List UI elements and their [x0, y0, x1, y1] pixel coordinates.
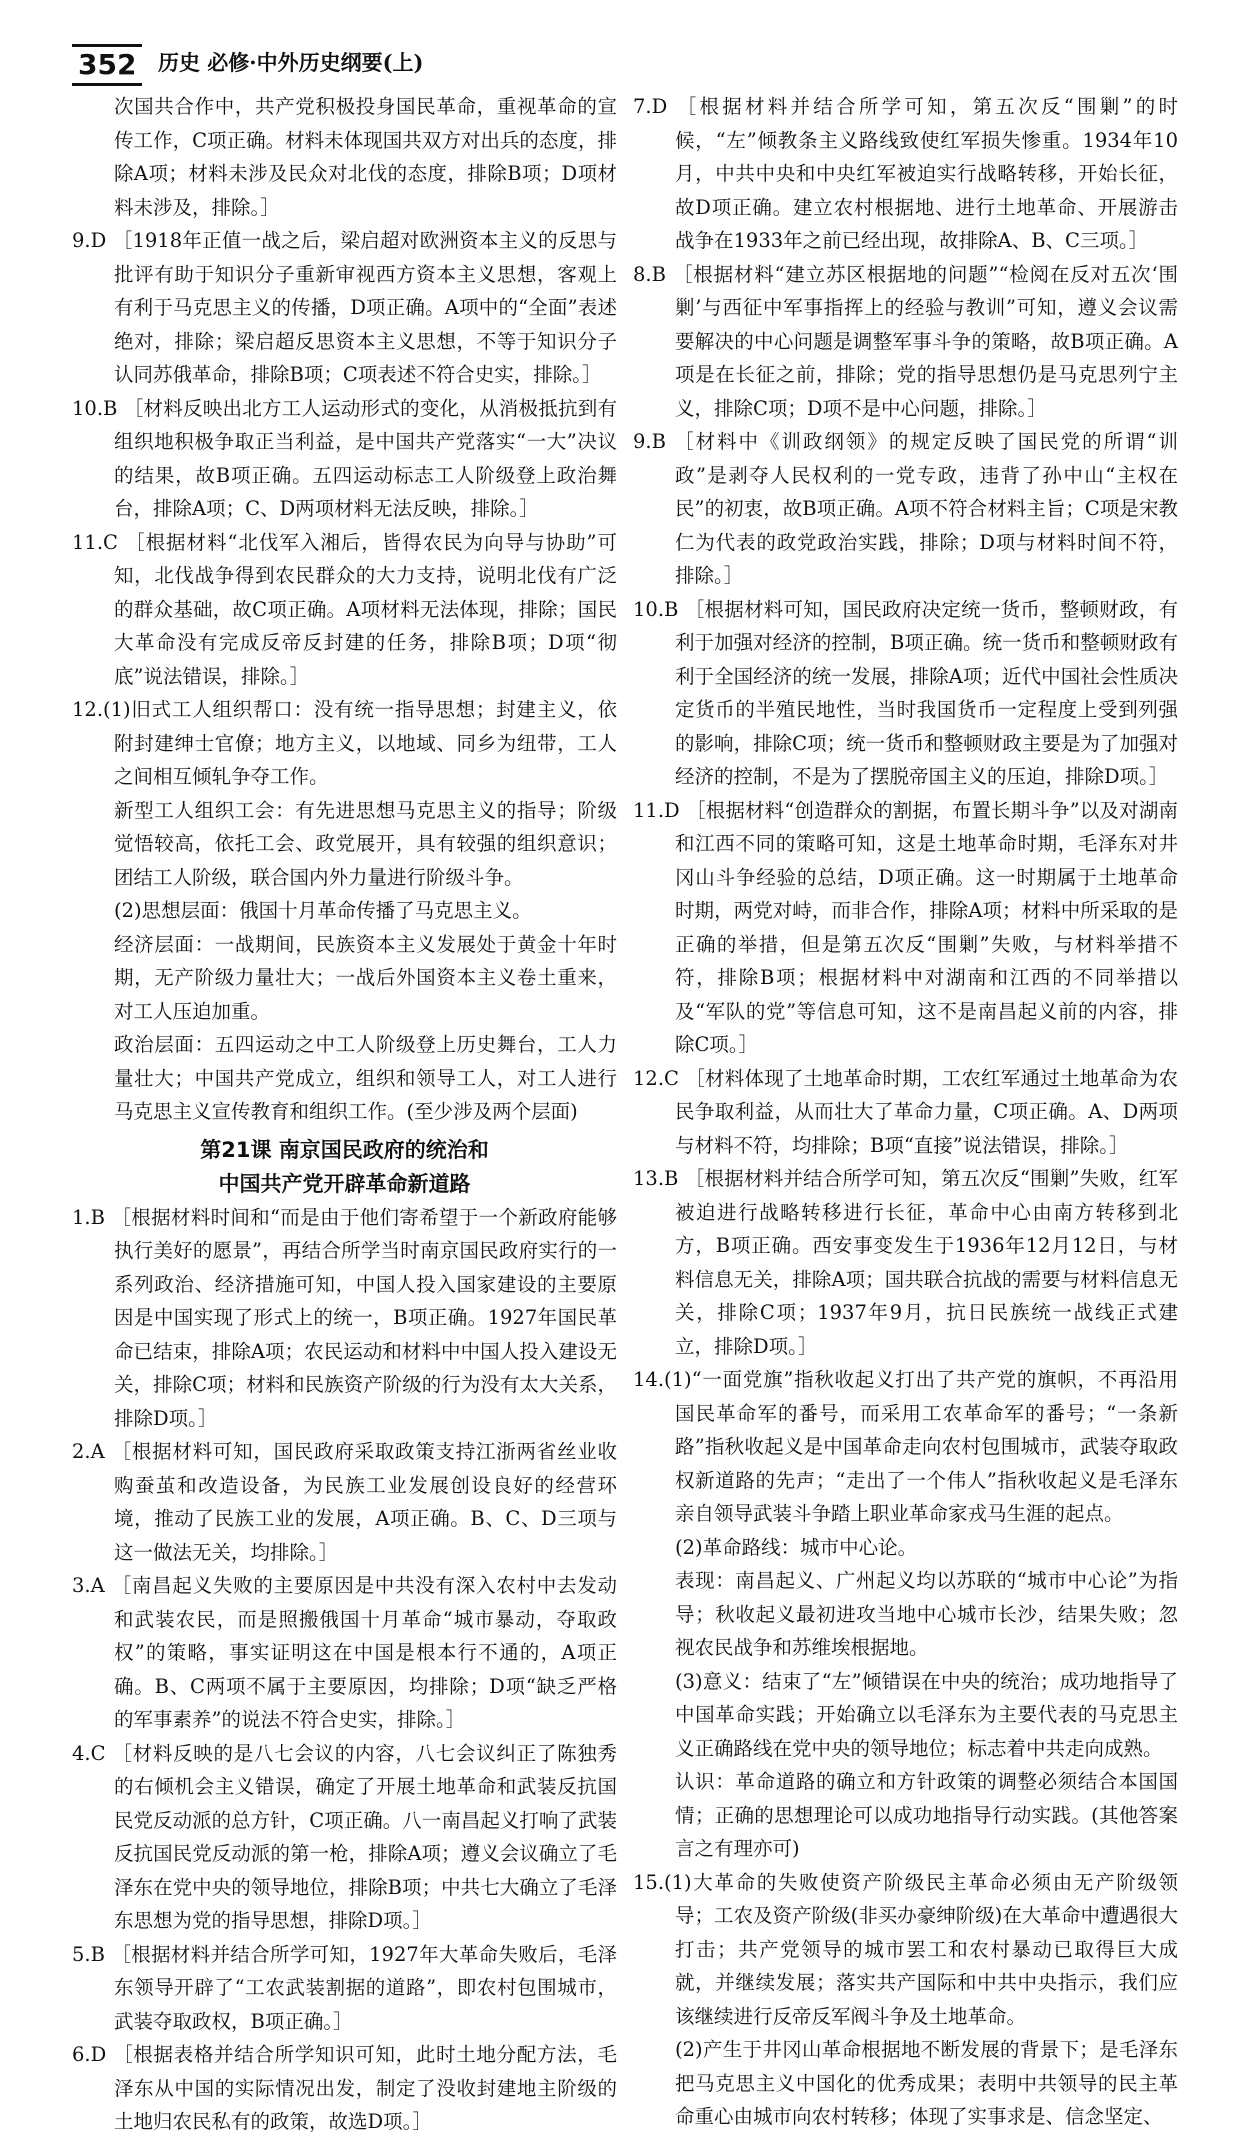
- answer-continuation: 次国共合作中，共产党积极投身国民革命，重视革命的宣传工作，C项正确。材料未体现国共双方对出兵的态度，排除A项；材料未涉及民众对北伐的态度，排除B项；D项材料未涉及，排除。］: [114, 95, 617, 219]
- answer-l3: 3.A ［南昌起义失败的主要原因是中共没有深入农村中去发动和武装农民，而是照搬俄国十月革命“城市暴动，夺取政权”的策略，事实证明这在中国是根本行不通的，A项正确。B、C两项不属于主要原因，均排除；D项“缺乏严格的军事素养”的说法不符合史实，排除。］: [72, 1574, 617, 1731]
- answer-l1: 1.B ［根据材料时间和“而是由于他们寄希望于一个新政府能够执行美好的愿景”，再结合所学当时南京国民政府实行的一系列政治、经济措施可知，中国人投入国家建设的主要原因是中国实现了形式上的统一，B项正确。1927年国民革命已结束，排除A项；农民运动和材料中中国人投入建设无关，排除C项；材料和民族资产阶级的行为没有太大关系，排除D项。］: [72, 1205, 617, 1430]
- answer-l5: 5.B ［根据材料并结合所学可知，1927年大革命失败后，毛泽东领导开辟了“工农武装割据的道路”，即农村包围城市，武装夺取政权，B项正确。］: [72, 1942, 617, 2033]
- answer-l2: 2.A ［根据材料可知，国民政府采取政策支持江浙两省丝业收购蚕茧和改造设备，为民族工业发展创设良好的经营环境，推动了民族工业的发展，A项正确。B、C、D三项与这一做法无关，均排除。］: [72, 1440, 617, 1564]
- answer-l6: 6.D ［根据表格并结合所学知识可知，此时土地分配方法，毛泽东从中国的实际情况出发，制定了没收封建地主阶级的土地归农民私有的政策，故选D项。］: [72, 2043, 617, 2133]
- right-column: [633, 90, 1178, 2134]
- answer-12-part1: 12.(1)旧式工人组织帮口：没有统一指导思想；封建主义，依附封建绅士官僚；地方主义，以地域、同乡为纽带，工人之间相互倾轧争夺工作。: [72, 698, 617, 788]
- answer-14-route: (2)革命路线：城市中心论。: [675, 1535, 918, 1559]
- lesson-heading-line1: 第21课 南京国民政府的统治和: [200, 1137, 489, 1162]
- answer-13: 13.B ［根据材料并结合所学可知，第五次反“围剿”失败，红军被迫进行战略转移进行长征，革命中心由南方转移到北方，B项正确。西安事变发生于1936年12月12日，与材料信息无关，排除A项；国共联合抗战的需要与材料信息无关，排除C项；1937年9月，抗日民族统一战线正式建立，排除D项。］: [633, 1167, 1178, 1358]
- answer-12-economy: 经济层面：一战期间，民族资本主义发展处于黄金十年时期，无产阶级力量壮大；一战后外国资本主义卷土重来，对工人压迫加重。: [114, 932, 617, 1023]
- answer-15-part2: (2)产生于井冈山革命根据地不断发展的背景下；是毛泽东把马克思主义中国化的优秀成果；表明中共领导的民主革命重心由城市向农村转移；体现了实事求是、信念坚定、: [675, 2038, 1178, 2128]
- answer-15-part1: 15.(1)大革命的失败使资产阶级民主革命必须由无产阶级领导；工农及资产阶级(非买办豪绅阶级)在大革命中遭遇很大打击；共产党领导的城市罢工和农村暴动已取得巨大成就，并继续发展；落实共产国际和中共中央指示，我们应该继续进行反帝反军阀斗争及土地革命。: [633, 1870, 1178, 2028]
- book-title: 历史 必修·中外历史纲要(上): [158, 50, 424, 75]
- answer-9: 9.D ［1918年正值一战之后，梁启超对欧洲资本主义的反思与批评有助于知识分子重新审视西方资本主义思想，客观上有利于马克思主义的传播，D项正确。A项中的“全面”表述绝对，排除；梁启超反思资本主义思想，不等于知识分子认同苏俄革命，排除B项；C项表述不符合史实，排除。］: [72, 229, 617, 386]
- answer-14-understanding: 认识：革命道路的确立和方针政策的调整必须结合本国国情；正确的思想理论可以成功地指导行动实践。(其他答案言之有理亦可): [675, 1770, 1178, 1860]
- answer-7: 7.D ［根据材料并结合所学可知，第五次反“围剿”的时候，“左”倾教条主义路线致使红军损失惨重。1934年10月，中共中央和中央红军被迫实行战略转移，开始长征，故D项正确。建立农村根据地、进行土地革命、开展游击战争在1933年之前已经出现，故排除A、B、C三项。］: [633, 95, 1178, 252]
- answer-l4: 4.C ［材料反映的是八七会议的内容，八七会议纠正了陈独秀的右倾机会主义错误，确定了开展土地革命和武装反抗国民党反动派的总方针，C项正确。八一南昌起义打响了武装反抗国民党反动派的第一枪，排除A项；遵义会议确立了毛泽东在党中央的领导地位，排除B项；中共七大确立了毛泽东思想为党的指导思想，排除D项。］: [72, 1741, 617, 1932]
- answer-9-right: 9.B ［材料中《训政纲领》的规定反映了国民党的所谓“训政”是剥夺人民权利的一党专政，违背了孙中山“主权在民”的初衷，故B项正确。A项不符合材料主旨；C项是宋教仁为代表的政党政治实践，排除；D项与材料时间不符，排除。］: [633, 430, 1178, 587]
- answer-12-politics: 政治层面：五四运动之中工人阶级登上历史舞台，工人力量壮大；中国共产党成立，组织和领导工人，对工人进行马克思主义宣传教育和组织工作。(至少涉及两个层面): [114, 1033, 617, 1123]
- answer-14-part1: 14.(1)“一面党旗”指秋收起义打出了共产党的旗帜，不再沿用国民革命军的番号，而采用工农革命军的番号；“一条新路”指秋收起义是中国革命走向农村包围城市，武装夺取政权新道路的先声；“走出了一个伟人”指秋收起义是毛泽东亲自领导武装斗争踏上职业革命家戎马生涯的起点。: [633, 1368, 1178, 1525]
- answer-8: 8.B ［根据材料“建立苏区根据地的问题”“检阅在反对五次‘围剿’与西征中军事指挥上的经验与教训”可知，遵义会议需要解决的中心问题是调整军事斗争的策略，故B项正确。A项是在长征之前，排除；党的指导思想仍是马克思列宁主义，排除C项；D项不是中心问题，排除。］: [633, 262, 1178, 420]
- lesson-heading-line2: 中国共产党开辟革命新道路: [218, 1171, 471, 1196]
- page-header: [72, 44, 1182, 82]
- answer-14-manifestation: 表现：南昌起义、广州起义均以苏联的“城市中心论”为指导；秋收起义最初进攻当地中心城市长沙，结果失败；忽视农民战争和苏维埃根据地。: [675, 1569, 1178, 1659]
- answer-10: 10.B ［材料反映出北方工人运动形式的变化，从消极抵抗到有组织地积极争取正当利益，是中国共产党落实“一大”决议的结果，故B项正确。五四运动标志工人阶级登上政治舞台，排除A项；C、D两项材料无法反映，排除。］: [72, 396, 617, 520]
- answer-14-significance: (3)意义：结束了“左”倾错误在中央的统治；成功地指导了中国革命实践；开始确立以毛泽东为主要代表的马克思主义正确路线在党中央的领导地位；标志着中共走向成熟。: [675, 1669, 1178, 1760]
- page-number: 352: [72, 44, 142, 86]
- left-column: [72, 90, 617, 2139]
- answer-12-thought: (2)思想层面：俄国十月革命传播了马克思主义。: [114, 899, 532, 922]
- answer-12-trade-union: 新型工人组织工会：有先进思想马克思主义的指导；阶级觉悟较高，依托工会、政党展开，具有较强的组织意识；团结工人阶级，联合国内外力量进行阶级斗争。: [114, 798, 617, 889]
- answer-11-right: 11.D ［根据材料“创造群众的割据，布置长期斗争”以及对湖南和江西不同的策略可知，这是土地革命时期，毛泽东对井冈山斗争经验的总结，D项正确。这一时期属于土地革命时期，两党对峙，而非合作，排除A项；材料中所采取的是正确的举措，但是第五次反“围剿”失败，与材料举措不符，排除B项；根据材料中对湖南和江西的不同举措以及“军队的党”等信息可知，这不是南昌起义前的内容，排除C项。］: [633, 798, 1178, 1056]
- answer-11: 11.C ［根据材料“北伐军入湘后，皆得农民为向导与协助”可知，北伐战争得到农民群众的大力支持，说明北伐有广泛的群众基础，故C项正确。A项材料无法体现，排除；国民大革命没有完成反帝反封建的任务，排除B项；D项“彻底”说法错误，排除。］: [72, 530, 617, 688]
- answer-10-right: 10.B ［根据材料可知，国民政府决定统一货币，整顿财政，有利于加强对经济的控制，B项正确。统一货币和整顿财政有利于全国经济的统一发展，排除A项；近代中国社会性质决定货币的半殖民地性，当时我国货币一定程度上受到列强的影响，排除C项；统一货币和整顿财政主要是为了加强对经济的控制，不是为了摆脱帝国主义的压迫，排除D项。］: [633, 597, 1178, 788]
- answer-12-right: 12.C ［材料体现了土地革命时期，工农红军通过土地革命为农民争取利益，从而壮大了革命力量，C项正确。A、D两项与材料不符，均排除；B项“直接”说法错误，排除。］: [633, 1066, 1178, 1157]
